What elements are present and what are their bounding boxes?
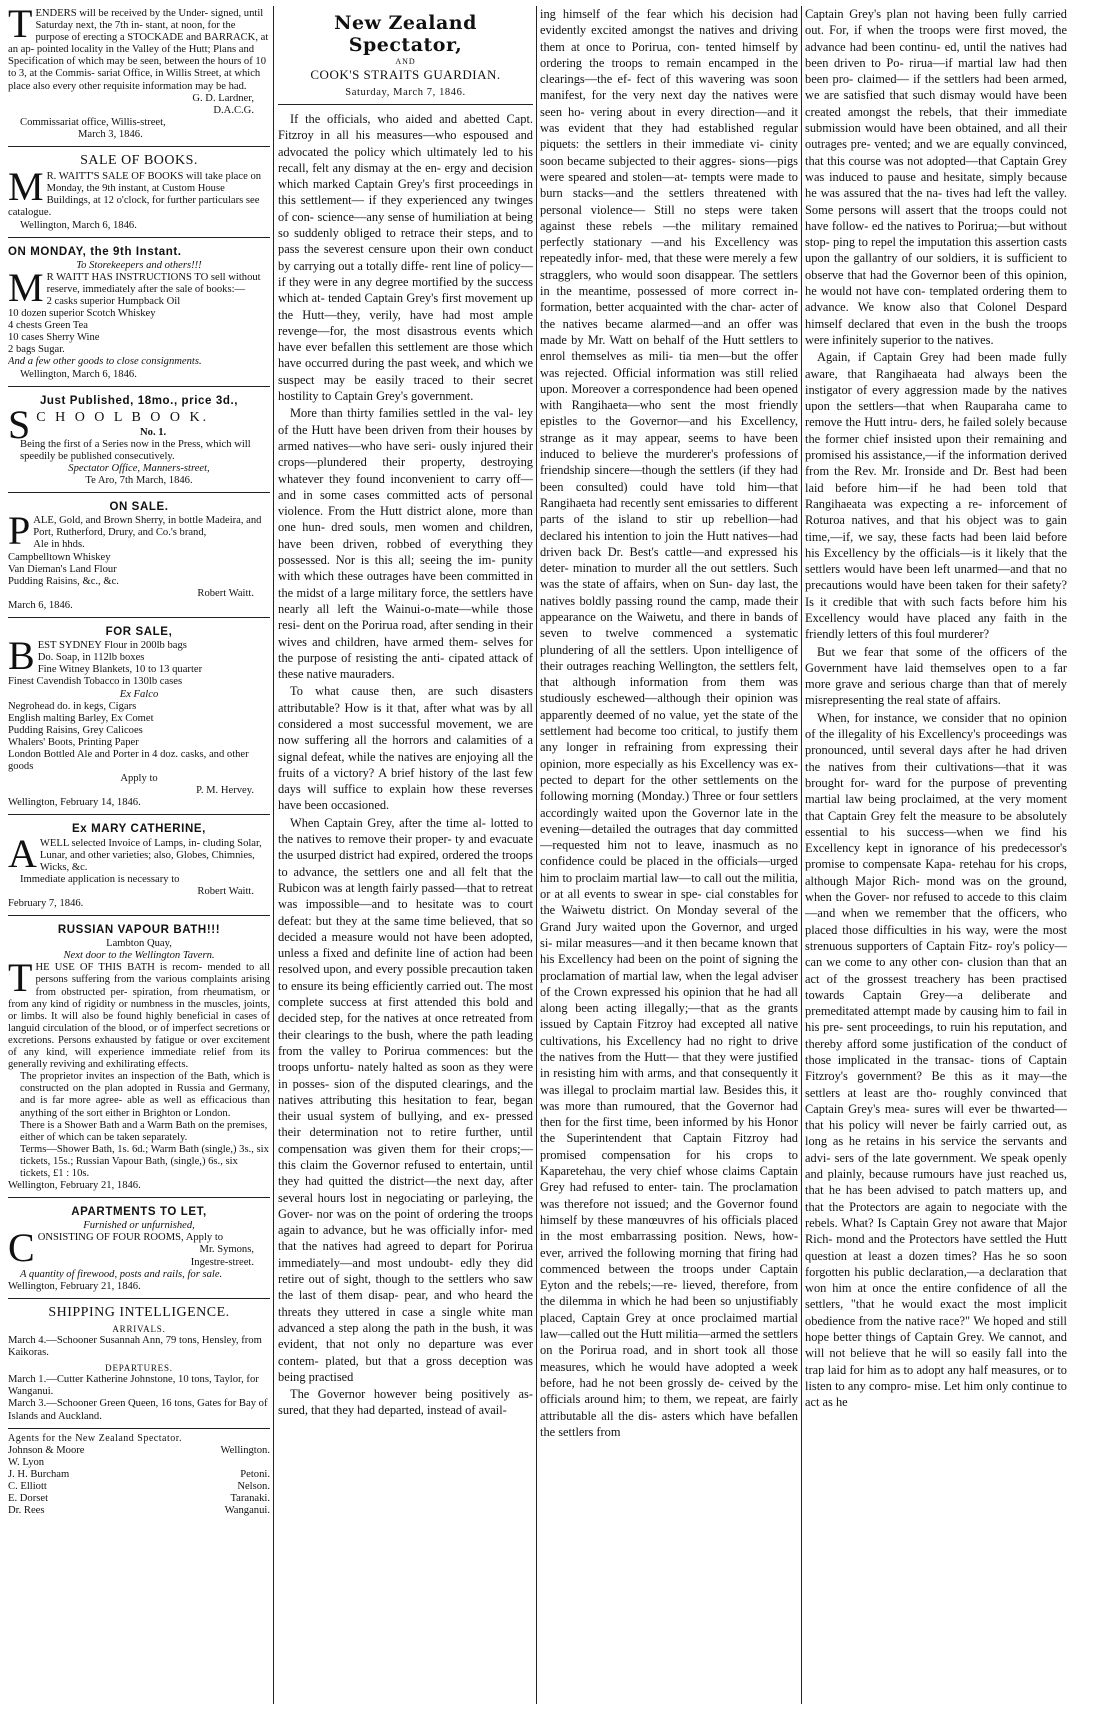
list-item: Pudding Raisins, &c., &c. xyxy=(8,575,119,587)
ad-stockade-tender xyxy=(8,6,270,147)
masthead xyxy=(278,6,533,105)
drop-cap: C xyxy=(8,1225,35,1271)
ad-mary-catherine xyxy=(8,819,270,916)
agent-place: Petoni. xyxy=(240,1468,270,1480)
drop-cap: A xyxy=(8,830,37,876)
departures-label: DEPARTURES. xyxy=(105,1363,173,1374)
agent-name: E. Dorset xyxy=(8,1493,49,1505)
ad-number: No. 1. xyxy=(140,426,167,438)
paragraph: Again, if Captain Grey had been made fully aware, that Rangihaeata had always been the instigator of every aggression made by the natives upon the settlers—that when Rauparaha came to remove the Hutt intru- ders, he failed solely because the former chief insisted upon their remaining and promised his assistance,—if the information derived from the Rev. Mr. Ironside and Dr. Best had been laid before him—if he had been told that Rangihaeata was expecting a re- inforcement of Roturoa natives, and that his object was to gain time,—if, we say, these facts had been laid before his Excellency by the officials—is it likely that the settlers would have been left unarmed—and that no precautions would have been taken for their safety? Is it credible that with such facts before him his Excellency would have placed any faith in the friendly letters of this foul murderer? xyxy=(805,350,1067,642)
list-item: March 3.—Schooner Green Queen, 16 tons, Gates for Bay of Islands and Auckland. xyxy=(8,1398,268,1422)
advertisements-column xyxy=(8,6,270,1704)
ad-text: ONSISTING OF FOUR ROOMS, Apply to xyxy=(37,1232,224,1244)
paragraph: More than thirty families settled in the val- ley of the Hutt have been driven from their houses by armed natives—who have seri- ously injured their crops—plundered their property, destroying whatever they found inconvenient to carry off—and in some cases committed acts of personal violence. From the Hutt district alone, more than one hun- dred souls, men women and children, have been driven, robbed of everything they possessed. Nor is this all; seeing the im- punity with which these outrages have been committed in the midst of a large military force, the settlers have nearly all left the Wainui-o-mate—while those resi- dent on the Porirua road, after sending in their wives and children, have armed them- selves for the purpose of resisting the anti- cipated attack of these native mauraders. xyxy=(278,406,533,682)
agent-name: W. Lyon xyxy=(8,1456,45,1468)
ad-text-2: Immediate application is necessary to xyxy=(20,873,180,885)
paragraph: When Captain Grey, after the time al- lotted to the natives to remove their proper- ty and evacuate the usurped district had expired, ordered the troops to advance, the settlers one and all felt that the Rubicon was at length fairly passed—that to retreat was impossible—and to hesitate was to court defeat: but they at the same time believed, that so decided a measure would not have been adopted, unless a fixed and definite line of action had been resolved upon, and every possible precaution taken to ensure its being efficiently carried out. The most complete success at first attended this bold and decided step, for the natives at once retreated from their clearings to the bush, where the path leading from the valley to Porirua commences: but the troops unfortu- nately halted as soon as they were in posses- sion of the disputed clearings, and the natives attributing this hesitation to fear, began their usual system of bullying, and ex- pressed their determination not to retire further, until compensation was given them for their crops;—this claim the Governor refused to entertain, until they had quitted the district—the next day, after several hours lost in negociating or parleying, the Gover- nor was on the point of ordering the troops again to advance, but he was officially infor- med that the natives had agreed to depart for Porirua immediately—and most undoubt- edly they did retire out of sight, though to the settlers who saw the last of them disap- pear, and who heard the threats they uttered in case a single white man advanced a step along the path in the bush, it was evident, that not only no departure was ever contem- plated, but that a gross deception was being practised xyxy=(278,815,533,1384)
ad-subheading: Furnished or unfurnished, xyxy=(83,1220,195,1232)
article-body xyxy=(278,111,533,1419)
agent-name: Dr. Rees xyxy=(8,1505,45,1517)
paragraph: Captain Grey's plan not having been fully carried out. For, if when the troops were first moved, the advance had been continu- ed, until the natives had been driven to Po- rirua—if martial law had then been pro- claimed— if the settlers had been armed, we are satisfied that such dismay would have been created amongst the rebels, that their immediate submission would have been obtained, and all their outrages pre- vented; and we are equally convinced, that this course was not adopted—that Captain Grey was induced to pause and hesitate, simply because he was assured that the na- tives had left the valley. Some persons will assert that the troops could not have follow- ed the natives to Porirua;—but without stop- ping to repel the imputation this assertion casts upon the gallantry of our soldiers, it is sufficient to observe that had the Governor been of this opinion, he would not have con- templated ordering them to advance. We know also that Colonel Despard himself declared that even in the bush the troops were infinitely superior to the natives. xyxy=(805,7,1067,347)
ad-date: March 3, 1846. xyxy=(78,128,143,140)
list-item: Ex Falco xyxy=(119,688,159,700)
ad-heading: ON SALE. xyxy=(109,501,169,514)
signature: Robert Waitt. xyxy=(197,587,254,599)
ad-text-2: A quantity of firewood, posts and rails, for sale. xyxy=(20,1268,223,1280)
paragraph: If the officials, who aided and abetted Capt. Fitzroy in all his measures—who espoused and advocated the policy which ultimately led to his recall, felt any dismay at the en- ergy and decision which marked Captain Grey's first proceedings in this settlement— if they experienced any twinges of con- science—any sense of humiliation at being so suddenly obliged to retrace their steps, and to pass the severest censure upon their own conduct by carrying out a totally diffe- rent line of policy—if they were in any degree mortified by the success which at- tended Captain Grey's first movement up the Hutt—they, verily, have had most ample revenge—for, the most disastrous events which have ever befallen this settlement are those which have occurred during the past week, and which we suspect may be easily traced to their secret hostility to Captain Grey's government. xyxy=(278,112,533,404)
column-rule xyxy=(536,6,537,1704)
agent-name: J. H. Burcham xyxy=(8,1468,70,1480)
list-item: 10 dozen superior Scotch Whiskey xyxy=(8,308,156,320)
drop-cap: B xyxy=(8,633,35,679)
drop-cap: M xyxy=(8,264,44,310)
ad-title-line: C H O O L B O O K. xyxy=(36,409,210,425)
agents-heading: Agents for the New Zealand Spectator. xyxy=(8,1432,183,1444)
ad-subheading: Next door to the Wellington Tavern. xyxy=(63,950,215,962)
ad-date: Wellington, February 21, 1846. xyxy=(8,1280,141,1292)
agent-place: Wanganui. xyxy=(224,1505,270,1517)
drop-cap: M xyxy=(8,164,44,210)
signature: Mr. Symons, xyxy=(199,1244,254,1256)
drop-cap: S xyxy=(8,401,34,447)
ad-text-2: The proprietor invites an inspection of the Bath, which is constructed on the plan adopted in Russia and Germany, and is far more agree- able as well as efficacious than anything of the sort either in Brighton or London. xyxy=(20,1071,270,1119)
list-item: Whalers' Boots, Printing Paper xyxy=(8,736,139,748)
ad-school-book xyxy=(8,391,270,494)
paragraph: The Governor however being positively as- sured, that they had departed, instead of avail- xyxy=(278,1387,533,1418)
ad-heading: APARTMENTS TO LET, xyxy=(71,1206,207,1219)
list-item: 2 bags Sugar. xyxy=(8,344,65,356)
ad-apartments xyxy=(8,1202,270,1299)
list-item: English malting Barley, Ex Comet xyxy=(8,712,154,724)
ad-date: Wellington, March 6, 1846. xyxy=(20,219,137,231)
list-item xyxy=(8,1505,270,1517)
ad-heading: Ex MARY CATHERINE, xyxy=(72,823,206,836)
drop-cap: P xyxy=(8,508,31,554)
ad-heading: Just Published, 18mo., price 3d., xyxy=(39,394,239,407)
agent-name: C. Elliott xyxy=(8,1481,47,1493)
list-item: March 1.—Cutter Katherine Johnstone, 10 tons, Taylor, for Wanganui. xyxy=(8,1374,259,1398)
list-item: March 4.—Schooner Susannah Ann, 79 tons, Hensley, from Kaikoras. xyxy=(8,1335,262,1359)
ad-heading: RUSSIAN VAPOUR BATH!!! xyxy=(57,924,221,937)
agent-place: Wellington. xyxy=(220,1444,270,1456)
column-rule xyxy=(801,6,802,1704)
column-rule xyxy=(273,6,274,1704)
ad-for-sale xyxy=(8,622,270,815)
shipping-heading: SHIPPING INTELLIGENCE. xyxy=(48,1304,230,1320)
list-item: Do. Soap, in 112lb boxes xyxy=(37,652,145,664)
list-item: Ale in hhds. xyxy=(33,539,85,551)
ad-text: ENDERS will be received by the Under- signed, until Saturday next, the 7th in- stant, at noon, for the purpose of erecting a STOCKADE and BARRACK, at an ap- pointed locality in the Valley of the Hutt; Plans and Specification of which may be seen, between the hours of 10 to 3, at the Commis- sariat Office, in Willis Street, at which place also every other requisite information may be had. xyxy=(8,8,269,92)
paragraph: But we fear that some of the officers of the Government have laid themselves open to a far more grave and serious charge than that of merely misrepresenting the real state of affairs. xyxy=(805,644,1067,708)
newspaper-page xyxy=(8,6,1106,1704)
ad-place: Commissariat office, Willis-street, xyxy=(20,116,166,128)
list-item: Campbelltown Whiskey xyxy=(8,551,111,563)
ad-closing: And a few other goods to close consignments. xyxy=(8,356,202,368)
drop-cap: T xyxy=(8,955,33,1001)
editorial-column-2 xyxy=(540,6,798,1704)
list-item: 10 cases Sherry Wine xyxy=(8,332,100,344)
signature: G. D. Lardner, xyxy=(192,92,254,104)
ad-sale-of-books xyxy=(8,151,270,238)
list-item: EST SYDNEY Flour in 200lb bags xyxy=(37,640,187,652)
signature-title: Ingestre-street. xyxy=(190,1256,254,1268)
list-item xyxy=(8,1445,270,1457)
list-item: London Bottled Ale and Porter in 4 doz. casks, and other goods xyxy=(8,748,249,773)
ad-terms: Terms—Shower Bath, 1s. 6d.; Warm Bath (single,) 3s., six tickets, 15s.; Russian Vapour Bath, (single,) 6s., six tickets, £1 : 10s. xyxy=(20,1143,269,1179)
ad-text: HE USE OF THIS BATH is recom- mended to all persons suffering from the various complaints arising from obstructed per- spiration, from rheumatism, or from any kind of rigidity or numbness in the muscles, joints, or limbs. It will also be found highly beneficial in cases of languid circulation of the blood, or of imperfect secretions or excretions. Persons exhausted by fatigue or over excitement of any kind, will experience immediate relief from its generally reviving and exhilirating effects. xyxy=(8,962,270,1071)
ad-date: February 7, 1846. xyxy=(8,898,84,909)
newspaper-subtitle: COOK'S STRAITS GUARDIAN. xyxy=(310,67,501,82)
list-item: Negrohead do. in kegs, Cigars xyxy=(8,700,137,712)
arrivals-label: ARRIVALS. xyxy=(112,1323,166,1334)
paragraph: To what cause then, are such disasters attributable? How is it that, after what was by all considered a most successful movement, we are now suffering all the horrors and calamities of a signal defeat, while the natives are enjoying all the fruits of a victory? A brief history of the last few days will suffice to explain how these reverses have been occasioned. xyxy=(278,684,533,813)
ad-place: Spectator Office, Manners-street, xyxy=(68,463,210,474)
list-item xyxy=(8,1493,270,1505)
ad-heading: SALE OF BOOKS. xyxy=(80,153,198,169)
ad-heading: ON MONDAY, the 9th Instant. xyxy=(8,245,182,258)
masthead-and: AND xyxy=(395,57,416,66)
ad-date: Wellington, February 21, 1846. xyxy=(8,1180,141,1192)
editorial-column-1 xyxy=(278,6,533,1704)
ad-date: March 6, 1846. xyxy=(8,599,73,611)
list-item xyxy=(8,1457,270,1469)
list-item: Fine Witney Blankets, 10 to 13 quarter xyxy=(37,664,203,676)
signature-title: D.A.C.G. xyxy=(213,104,254,116)
paragraph: When, for instance, we consider that no opinion of the illegality of his Excellency's proceedings was pronounced, until several days after he had driven the natives from their cultivations—that it was brought for- ward for the purpose of preventing martial law being proclaimed, at the very moment that Captain Grey felt the measure to be absolutely essential to his success—when we find his Excellency kept in ignorance of his predecessor's promise to compensate Kapa- retehau for his crops, although Major Rich- mond was on the ground, when the Gover- nor refused to accede to this claim—and when we remember that the officers, who placed those difficulties in his way, were the most strenuous supporters of Captain Fitz- roy's policy—can we come to any other con- clusion than that an act of the grossest treachery has been practised towards Captain Grey—a deliberate and premeditated attempt made by causing him to fail in his pre- sent proceedings, to ruin his reputation, and thereby afford some justification of the conduct of those implicated in the transac- tions of Captain Fitzroy's government? Be this as it may—the settlers at least are tho- roughly convinced that Captain Grey's mea- sures will ever be thwarted—that his policy will never be fairly carried out, as long as he retains in his service the servants and advi- sers of the late government. We speak openly and plainly, because rumours have just reached us, that he has been advised to patch matters up, and that the Protectors are again to negociate with the rebels. What? Is Captain Grey not aware that Major Rich- mond and the Protectors have settled the Hutt question at least a dozen times? Has he so soon forgotten his public declaration,—a declaration that won him at once the entire confidence of all the settlers, "that he would exact the most implicit obedience from the native race?" We hoped and still hope better things of Captain Grey. We cannot, and will not believe that he will so easily fall into the trap laid for him as to adopt any half measures, or to listen to any compro- mise. Let him only continue to act as he xyxy=(805,710,1067,1410)
editorial-column-3 xyxy=(805,6,1067,1704)
signature: P. M. Hervey. xyxy=(196,785,254,797)
ad-date: Wellington, February 14, 1846. xyxy=(8,797,141,809)
ad-heading: FOR SALE, xyxy=(105,626,173,639)
list-item: Pudding Raisins, Grey Calicoes xyxy=(8,724,143,736)
shipping-intelligence xyxy=(8,1303,270,1429)
drop-cap: T xyxy=(8,6,33,46)
ad-text: ALE, Gold, and Brown Sherry, in bottle Madeira, and Port, Rutherford, Drury, and Co.'s brand, xyxy=(33,515,262,539)
ad-date: Te Aro, 7th March, 1846. xyxy=(85,475,193,487)
list-item: 2 casks superior Humpback Oil xyxy=(46,295,181,307)
agent-name: Johnson & Moore xyxy=(8,1444,85,1456)
list-item xyxy=(8,1481,270,1493)
agents-list xyxy=(8,1433,270,1518)
list-item xyxy=(8,1469,270,1481)
ad-text: Being the first of a Series now in the Press, which will speedily be published consecutively. xyxy=(20,438,251,462)
ad-text: WELL selected Invoice of Lamps, in- cluding Solar, Lunar, and other varieties; also, Globes, Chimnies, Wicks, &c. xyxy=(39,837,262,873)
paragraph: ing himself of the fear which his decision had evidently excited amongst the natives and driving them at once to Porirua, con- tented himself by ordering the troops to remain encamped in the clearings—the ef- fect of this wavering was soon manifest, for the very next day the natives were seen ho- vering about in every direction—and it was evident that they had established regular piquets: the settlers in their immediate vi- cinity soon became subjected to their aggres- sions—pigs were speared and stolen—at- tempts were made to burn stacks—and the settlers threatened with personal violence— Still no steps were taken against these rebels —the military remained perfectly stationary —and his Excellency was repeatedly infor- med, that these were merely a few stragglers, who would soon disappear. The settlers in the meantime, possessed of more correct in- formation, better acquainted with the char- acter of the natives became alarmed—and an offer was made by Mr. Watt on behalf of the Hutt settlers to enrol themselves as mili- tia men—but the offer was rejected. Official information was still relied upon. Moreover a correspondence had been opened with Rangihaeta—who sent the most friendly epistles to the Governor—and his Excellency, strange as it may appear, seems to have been induced to believe the murderer's professions of friendship sincere—though the settlers (if they had been consulted) could have told him—that Rangihaeta had recently sent emissaries to different parts of the island to stir up rebellion—had declared his intention to join the Hutt natives—had driven back Dr. Best's cattle—and expressed his deter- mination to murder all the out settlers. Such was the state of affairs, when on Sun- day last, the natives boldly passing round the camp, made their appearance on the Waiwetu, and there in bands of seven to twelve commenced a systematic plundering of all the settlers. Upon intelligence of their outrages reaching Wellington, the settlers felt, that although information from them was studiously eschewed—although their opinion was apparently deemed of no value, yet the state of the settlement had become too critical, to justify them any longer in refraining from expressing their opinion, more especially as his Excellency was ex- pected to depart for the other settlements on the following morning (Monday.) Three or four settlers accordingly waited upon the Governor late in the evening—detailed the outrages that day committed—requested him not to leave, inasmuch as no confidence could be placed in the officials—urged him to proclaim martial law—to call out the militia, or at all events to swear in spe- cial constables for the Waiwetu district. On Monday several of the Grand Jury waited upon the Governor, and urged si- milar measures—and it then became known that his Excellency had been on the point of signing the proclamation of martial law, when the legal adviser of the Crown expressed his opinion that he had all along been acting illegally;—that as the grants issued by Captain Fitzroy had excepted all native cultivations, his Excellency had no right to drive the natives from the Hutt— that they were justified in resisting him with arms, and that consequently it was illegal to proclaim martial law. Besides this, it was more than rumoured, that the Governor had then for the first time, been informed by his Honor the Superintendent that Captain Fitzroy had promised compensation for his crops to Kaparetehau, the very chief whose claims Captain Grey had refused to enter- tain. The proclamation was therefore not issued; and the Governor found himself by these manœuvres of his officials placed in the most embarrassing position. News, how- ever, arrived the following morning that firing had commenced between the troops under Captain Eyton and the rebels;—re- lieved, therefore, from the dilemma in which he had been so unjustifiably placed, Captain Grey at once proclaimed martial law—called out the Hutt militia—armed the settlers on the Porirua road, and in short took all those measures, which he would have adopted a week before, had he not been grossly de- ceived by the officials around him; to them, we repeat, are fairly attributable all the dis- asters which have befallen the settlers from xyxy=(540,7,798,1439)
ad-apply: Apply to xyxy=(120,773,158,785)
ad-russian-vapour-bath xyxy=(8,920,270,1198)
ad-place-heading: Lambton Quay, xyxy=(106,938,172,950)
signature: Robert Waitt. xyxy=(197,885,254,897)
list-item: Finest Cavendish Tobacco in 130lb cases xyxy=(8,676,183,688)
ad-text: R. WAITT'S SALE OF BOOKS will take place on Monday, the 9th instant, at Custom House Buildings, at 12 o'clock, for further particulars see catalogue. xyxy=(8,171,262,219)
ad-date: Wellington, March 6, 1846. xyxy=(20,368,137,380)
list-item: 4 chests Green Tea xyxy=(8,320,88,332)
ad-text-3: There is a Shower Bath and a Warm Bath on the premises, either of which can be taken separately. xyxy=(20,1119,268,1143)
list-item: Van Dieman's Land Flour xyxy=(8,563,117,575)
ad-text: R WAITT HAS INSTRUCTIONS TO sell without reserve, immediately after the sale of books:— xyxy=(46,271,261,295)
article-body xyxy=(805,6,1067,1411)
ad-subheading: To Storekeepers and others!!! xyxy=(76,259,202,271)
newspaper-title: New Zealand Spectator, xyxy=(334,12,477,56)
ad-on-sale xyxy=(8,497,270,618)
ad-monday-sale xyxy=(8,242,270,387)
issue-date: Saturday, March 7, 1846. xyxy=(345,87,466,98)
agent-place: Nelson. xyxy=(237,1481,270,1493)
agent-place: Taranaki. xyxy=(230,1493,270,1505)
article-body xyxy=(540,6,798,1440)
